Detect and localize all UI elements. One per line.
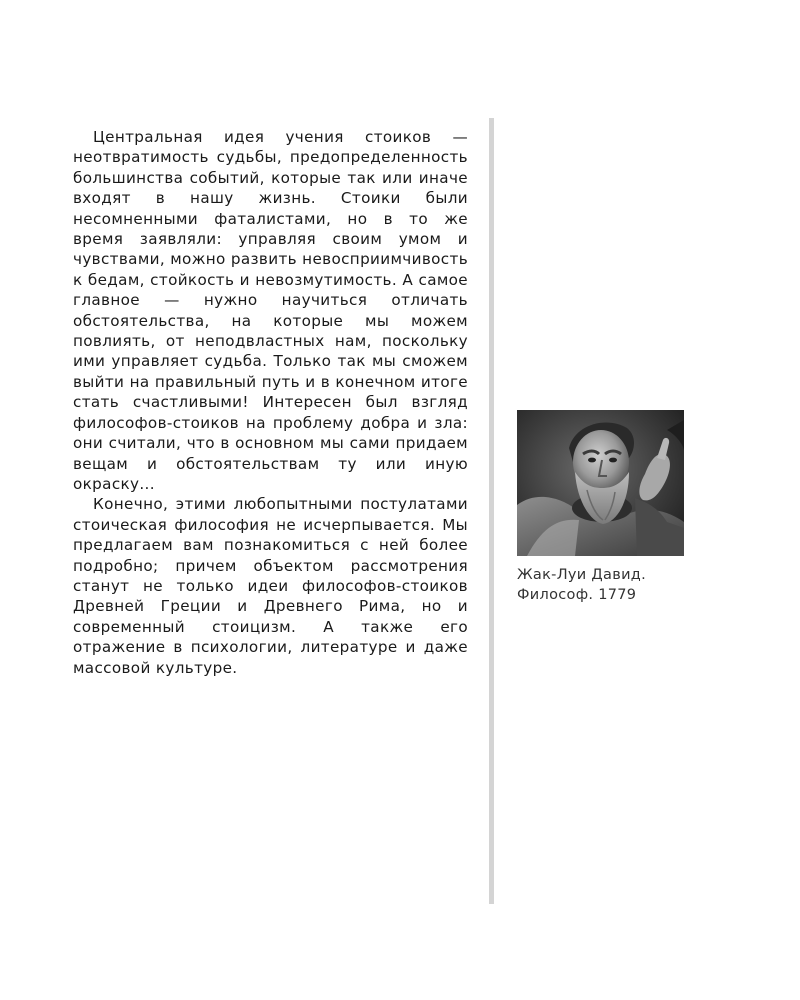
figure-caption — [517, 566, 685, 605]
main-text-column — [73, 127, 468, 678]
paragraph-1: Центральная идея учения стоиков — неотвратимость судьбы, предопределенность большинства событий, которые так или иначе входят в нашу жизнь. Стоики были несомненными фаталистами, но в то же время заявляли: управляя своим умом и чувствами, можно развить невосприимчивость к бедам, стойкость и невозмутимость. А самое главное — нужно научиться отличать обстоятельства, на которые мы можем повлиять, от неподвластных нам, поскольку ими управляет судьба. Только так мы сможем выйти на правильный путь и в конечном итоге стать счастливыми! Интересен был взгляд философов-стоиков на проблему добра и зла: они считали, что в основном мы сами придаем вещам и обстоятельствам ту или иную окраску... — [73, 128, 468, 493]
column-divider — [489, 118, 494, 904]
caption-author: Жак-Луи Давид. — [517, 567, 647, 583]
paragraph-2: Конечно, этими любопытными постулатами стоическая философия не исчерпывается. Мы предлагаем вам познакомиться с ней более подробно; причем объектом рассмотрения станут не только идеи философов-стоиков Древней Греции и Древнего Рима, но и современный стоицизм. А также его отражение в психологии, литературе и даже массовой культуре. — [73, 495, 468, 677]
figure — [517, 410, 685, 605]
philosopher-portrait-image — [517, 410, 684, 556]
caption-title: Философ. 1779 — [517, 586, 637, 603]
